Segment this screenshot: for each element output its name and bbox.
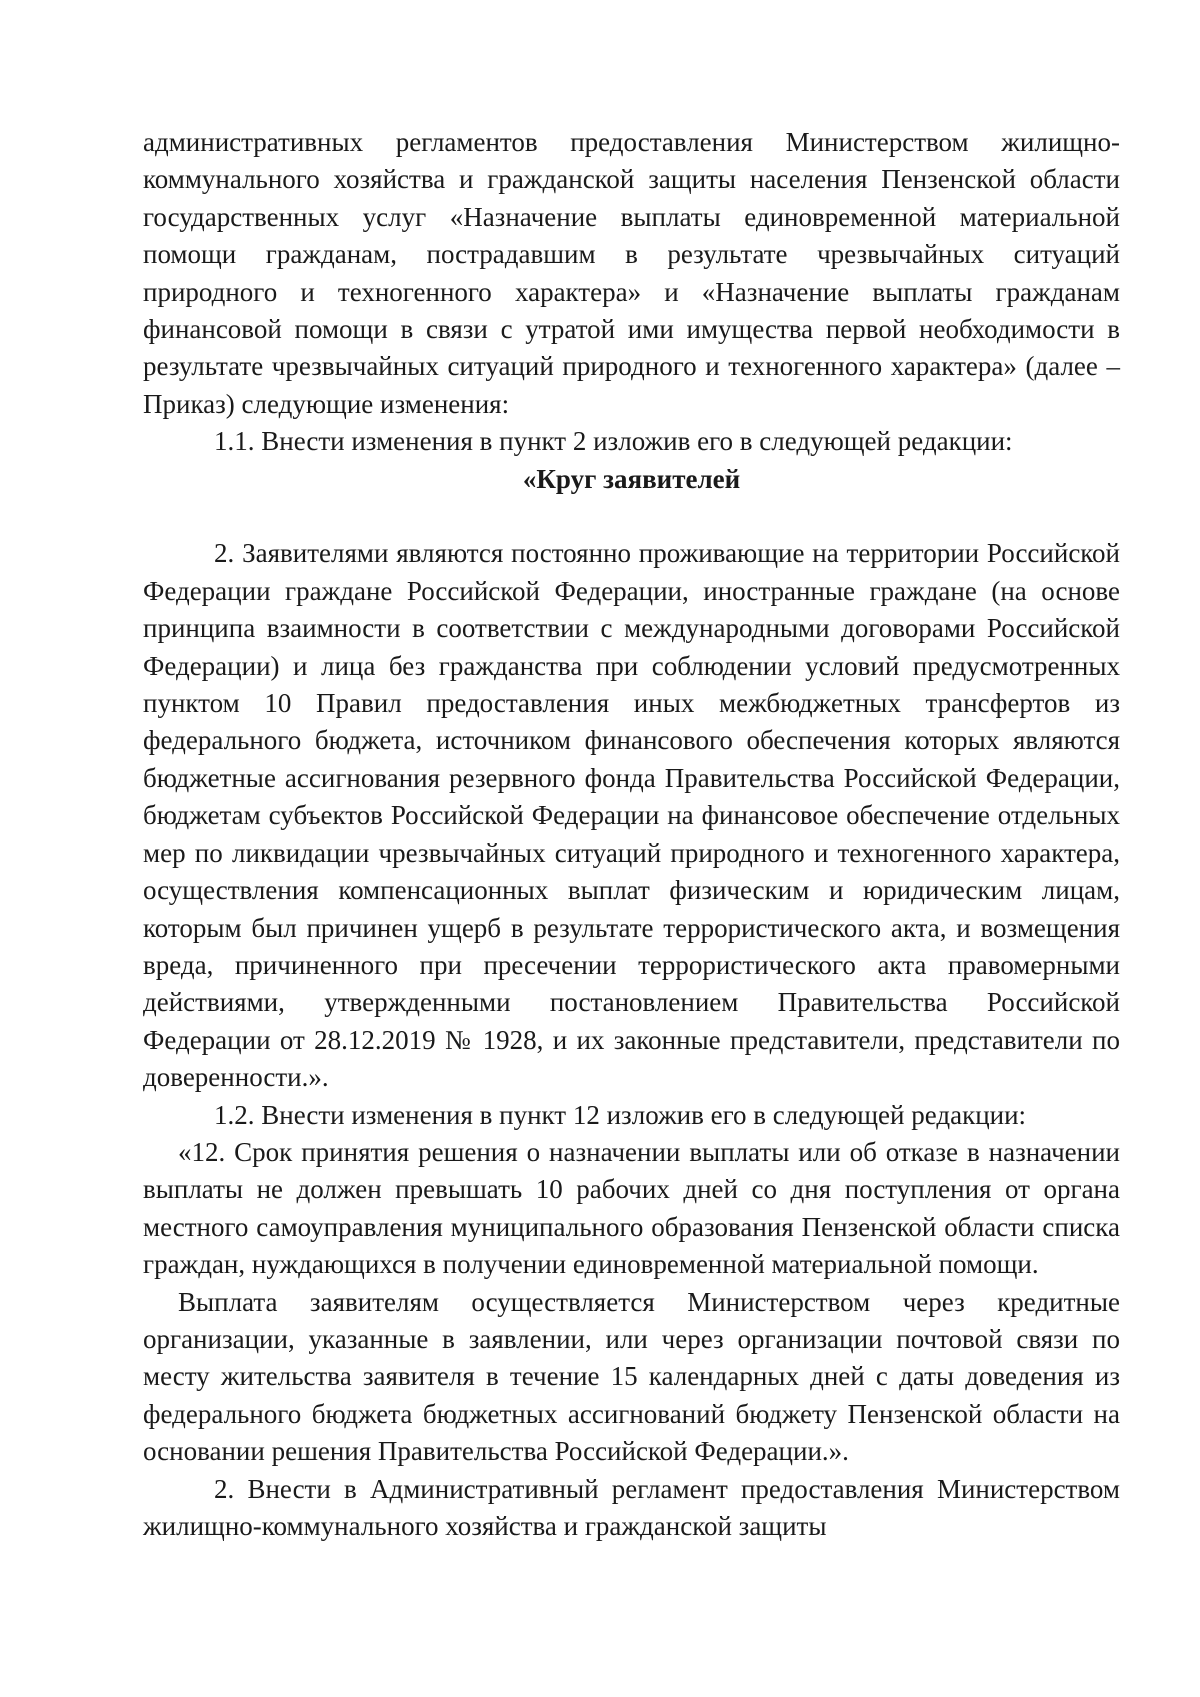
paragraph-item-1-1: 1.1. Внести изменения в пункт 2 изложив его в следующей редакции: [214, 426, 1013, 457]
blank-line [143, 498, 1120, 535]
paragraph-item-2: 2. Заявителями являются постоянно проживающие на территории Российской Федерации граждане Российской Федерации, иностранные граждане (на основе принципа взаимности в соответствии с международными договорами Российской Федерации) и лица без гражданства при соблюдении условий предусмотренных пунктом 10 Правил предоставления иных межбюджетных трансфертов из федерального бюджета, источником финансового обеспечения которых являются бюджетные ассигнования резервного фонда Правительства Российской Федерации, бюджетам субъектов Российской Федерации на финансовое обеспечение отдельных мер по ликвидации чрезвычайных ситуаций природного и техногенного характера, осуществления компенсационных выплат физическим и юридическим лицам, которым был причинен ущерб в результате террористического акта, и возмещения вреда, причиненного при пресечении террористического акта правомерными действиями, утвержденными постановлением Правительства Российской Федерации от 28.12.2019 № 1928, и их законные представители, представители по доверенности.». [143, 538, 1120, 1093]
paragraph-section-2: 2. Внести в Административный регламент предоставления Министерством жилищно-коммунального хозяйства и гражданской защиты [143, 1473, 1120, 1542]
document-body [143, 124, 1120, 1545]
paragraph-item-1-2: 1.2. Внести изменения в пункт 12 изложив его в следующей редакции: [214, 1099, 1027, 1130]
paragraph-intro-continuation: административных регламентов предоставления Министерством жилищно-коммунального хозяйства и гражданской защиты населения Пензенской области государственных услуг «Назначение выплаты единовременной материальной помощи гражданам, пострадавшим в результате чрезвычайных ситуаций природного и техногенного характера» и «Назначение выплаты гражданам финансовой помощи в связи с утратой ими имущества первой необходимости в результате чрезвычайных ситуаций природного и техногенного характера» (далее – Приказ) следующие изменения: [143, 127, 1120, 419]
paragraph-item-12: «12. Срок принятия решения о назначении выплаты или об отказе в назначении выплаты не должен превышать 10 рабочих дней со дня поступления от органа местного самоуправления муниципального образования Пензенской области списка граждан, нуждающихся в получении единовременной материальной помощи. [143, 1136, 1120, 1280]
section-heading: «Круг заявителей [522, 463, 741, 494]
paragraph-payment: Выплата заявителям осуществляется Министерством через кредитные организации, указанные в заявлении, или через организации почтовой связи по месту жительства заявителя в течение 15 календарных дней с даты доведения из федерального бюджета бюджетных ассигнований бюджету Пензенской области на основании решения Правительства Российской Федерации.». [143, 1286, 1120, 1467]
